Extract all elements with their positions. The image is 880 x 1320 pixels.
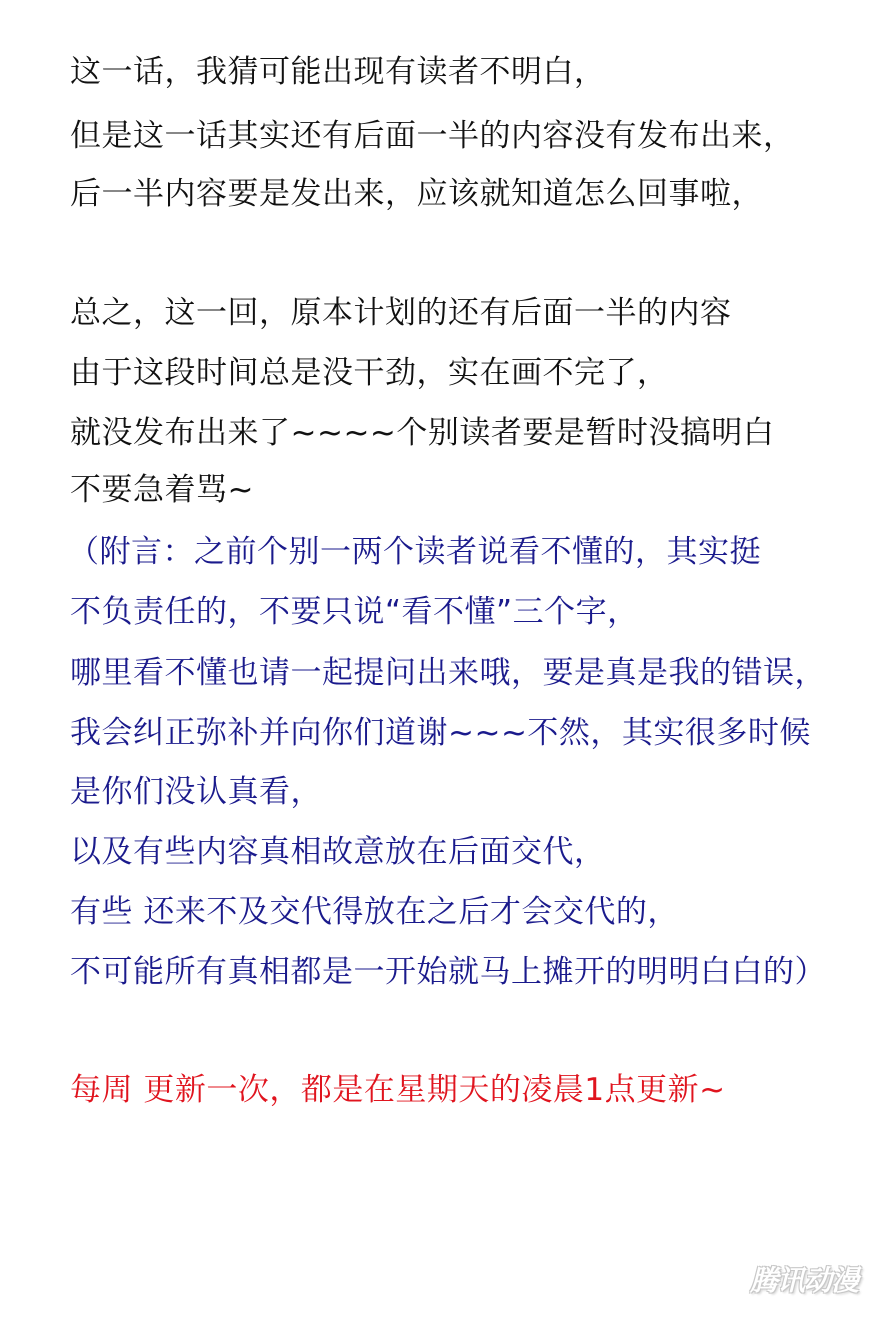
notice-line-2: 但是这一话其实还有后面一半的内容没有发布出来， [70,118,795,154]
notice-line-4: 总之，这一回，原本计划的还有后面一半的内容 [70,295,732,331]
notice-line-6: 就没发布出来了~~~~个别读者要是暂时没搞明白 [70,415,775,451]
update-schedule: 每周 更新一次，都是在星期天的凌晨1点更新~ [70,1072,726,1108]
postscript-line-2: 不负责任的，不要只说“看不懂”三个字， [70,594,639,630]
postscript-line-5: 是你们没认真看， [70,774,322,810]
postscript-line-7: 有些 还来不及交代得放在之后才会交代的， [70,894,679,930]
postscript-line-4: 我会纠正弥补并向你们道谢~~~不然，其实很多时候 [70,715,811,751]
postscript-line-6: 以及有些内容真相故意放在后面交代， [70,834,606,870]
tencent-comic-watermark: 腾讯动漫 [749,1264,858,1297]
notice-line-7: 不要急着骂~ [70,472,254,508]
notice-line-3: 后一半内容要是发出来，应该就知道怎么回事啦， [70,176,763,212]
notice-line-5: 由于这段时间总是没干劲，实在画不完了， [70,355,669,391]
postscript-line-1: （附言：之前个别一两个读者说看不懂的，其实挺 [68,534,761,570]
postscript-line-3: 哪里看不懂也请一起提问出来哦，要是真是我的错误， [70,655,826,691]
notice-line-1: 这一话，我猜可能出现有读者不明白， [70,54,606,90]
postscript-line-8: 不可能所有真相都是一开始就马上摊开的明明白白的） [70,954,826,990]
